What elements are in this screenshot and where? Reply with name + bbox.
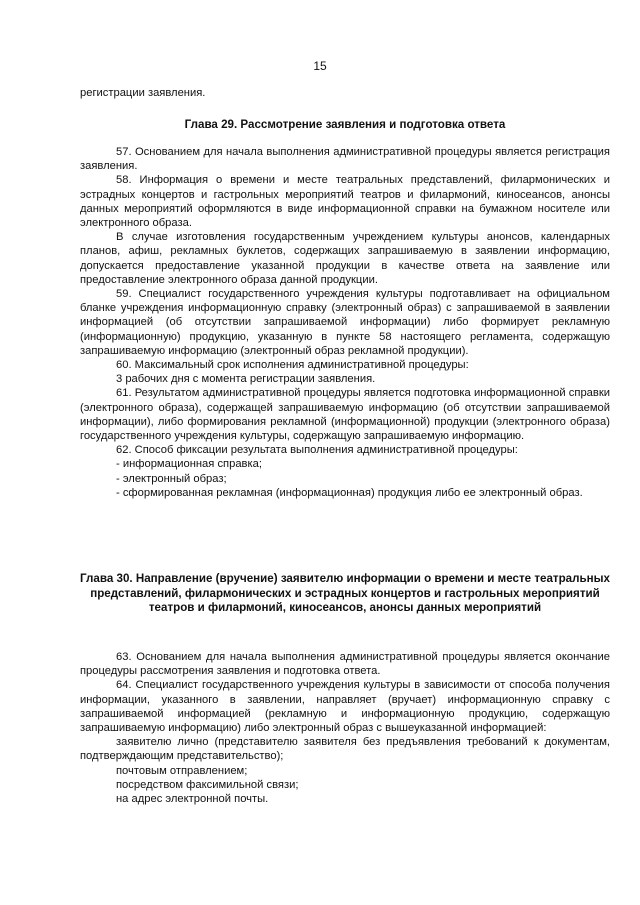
list-item: на адрес электронной почты.: [116, 793, 269, 806]
list-item: посредством факсимильной связи;: [116, 778, 299, 791]
list-item: - информационная справка;: [116, 458, 262, 471]
chapter-30-heading: Глава 30. Направление (вручение) заявителю информации о времени и месте театральных представлений, филармонических и эстрадных концертов и гастрольных мероприятий театров и филармоний, киносеансов, анонсы данных мероприятий: [80, 572, 610, 614]
paragraph-58: 58. Информация о времени и месте театральных представлений, филармонических и эстрадных концертов и гастрольных мероприятий театров и филармоний, киносеансов, анонсы данных мероприятий оформляются в виде информационной справки на бумажном носителе или электронного образа.: [80, 174, 610, 230]
list-item: почтовым отправлением;: [116, 764, 248, 777]
paragraph-64: 64. Специалист государственного учреждения культуры в зависимости от способа получения информации, указанного в заявлении, направляет (вручает) информационную справку с запрашиваемой информацией (рекламную и информационную продукцию, содержащую запрашиваемую информацию) либо электронный образ с вышеуказанной информацией:: [80, 679, 610, 735]
paragraph-60-term: 3 рабочих дня с момента регистрации заявления.: [116, 373, 376, 386]
intro-tail: регистрации заявления.: [80, 87, 206, 99]
chapter-29-heading: Глава 29. Рассмотрение заявления и подготовка ответа: [184, 118, 506, 131]
paragraph-58-continued: В случае изготовления государственным учреждением культуры анонсов, календарных планов, афиш, рекламных буклетов, содержащих запрашиваемую в заявлении информацию, допускается предоставление указанной продукции в качестве ответа на заявление или предоставление электронного образа данной продукции.: [80, 231, 610, 286]
paragraph-57: 57. Основанием для начала выполнения административной процедуры является регистрация заявления.: [80, 146, 610, 173]
page-number: 15: [313, 59, 327, 73]
paragraph-60: 60. Максимальный срок исполнения административной процедуры:: [116, 359, 469, 372]
paragraph-59: 59. Специалист государственного учреждения культуры подготавливает на официальном бланке учреждения информационную справку (электронный образ) с запрашиваемой в заявлении информацией (об отсутствии запрашиваемой информации) либо формирует рекламную (информационную) продукцию, указанную в пункте 58 настоящего регламента, содержащую запрашиваемую информацию (электронный образ рекламной продукции).: [80, 288, 610, 357]
paragraph-63: 63. Основанием для начала выполнения административной процедуры является окончание процедуры рассмотрения заявления и подготовка ответа.: [80, 651, 610, 678]
list-item: - сформированная рекламная (информационная) продукция либо ее электронный образ.: [116, 486, 583, 499]
list-item: - электронный образ;: [116, 472, 227, 485]
paragraph-62: 62. Способ фиксации результата выполнения административной процедуры:: [116, 444, 518, 457]
list-item: заявителю лично (представителю заявителя без предъявления требований к документам, подтверждающим представительство);: [80, 736, 610, 763]
paragraph-61: 61. Результатом административной процедуры является подготовка информационной справки (электронного образа), содержащей запрашиваемую информацию (об отсутствии запрашиваемой информации), либо формирования рекламной (информационной) продукции (электронного образа) государственного учреждения культуры, содержащую запрашиваемую информацию.: [80, 387, 610, 443]
